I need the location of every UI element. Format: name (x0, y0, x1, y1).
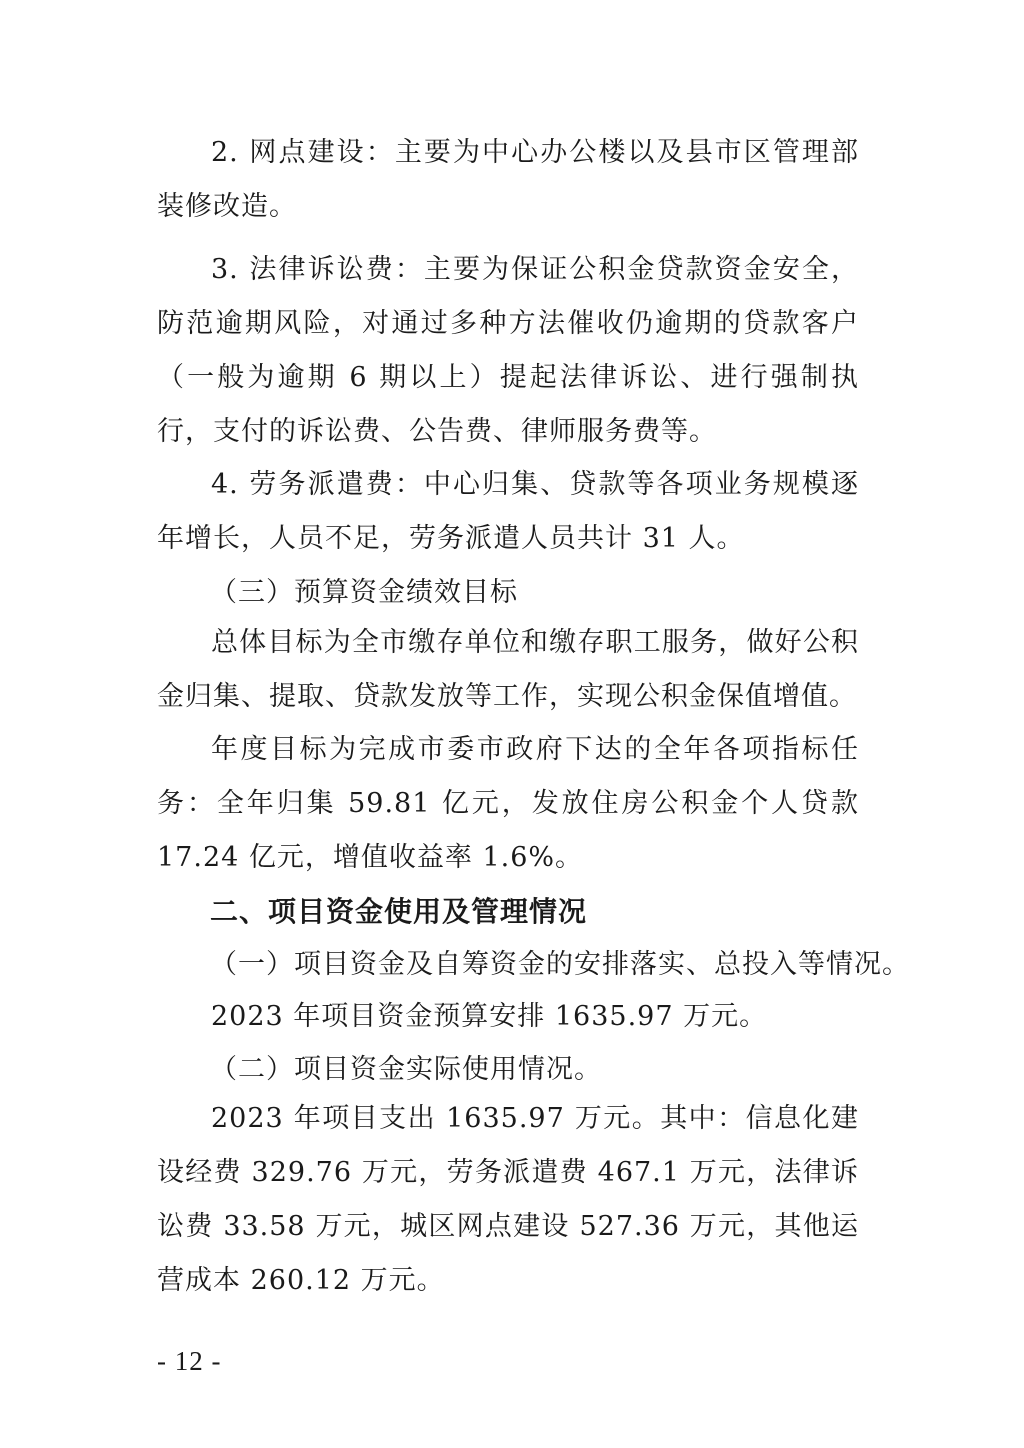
paragraph-annual-goal: 年度目标为完成市委市政府下达的全年各项指标任务：全年归集 59.81 亿元，发放住房公积金个人贷款 17.24 亿元，增值收益率 1.6%。 (157, 734, 859, 873)
paragraph-budget-arrangement: 2023 年项目资金预算安排 1635.97 万元。 (211, 1001, 768, 1032)
section-heading-fund-usage: 二、项目资金使用及管理情况 (210, 895, 588, 928)
paragraph-overall-goal: 总体目标为全市缴存单位和缴存职工服务，做好公积金归集、提取、贷款发放等工作，实现公积金保值增值。 (157, 627, 859, 712)
paragraph-network-construction: 2. 网点建设：主要为中心办公楼以及县市区管理部装修改造。 (157, 137, 859, 222)
paragraph-labor-dispatch: 4. 劳务派遣费：中心归集、贷款等各项业务规模逐年增长，人员不足，劳务派遣人员共计 31 人。 (157, 469, 859, 554)
subheading-actual-usage: （二）项目资金实际使用情况。 (210, 1054, 602, 1085)
page-number: - 12 - (157, 1346, 222, 1376)
paragraph-legal-fees: 3. 法律诉讼费：主要为保证公积金贷款资金安全，防范逾期风险，对通过多种方法催收仍逾期的贷款客户（一般为逾期 6 期以上）提起法律诉讼、进行强制执行，支付的诉讼费、公告费、律师服务费等。 (157, 254, 859, 447)
subheading-performance-goals: （三）预算资金绩效目标 (210, 577, 518, 608)
subheading-fund-arrangement: （一）项目资金及自筹资金的安排落实、总投入等情况。 (210, 949, 910, 980)
paragraph-actual-expenditure: 2023 年项目支出 1635.97 万元。其中：信息化建设经费 329.76 万元，劳务派遣费 467.1 万元，法律诉讼费 33.58 万元，城区网点建设 527.36 万元，其他运营成本 260.12 万元。 (157, 1103, 859, 1296)
